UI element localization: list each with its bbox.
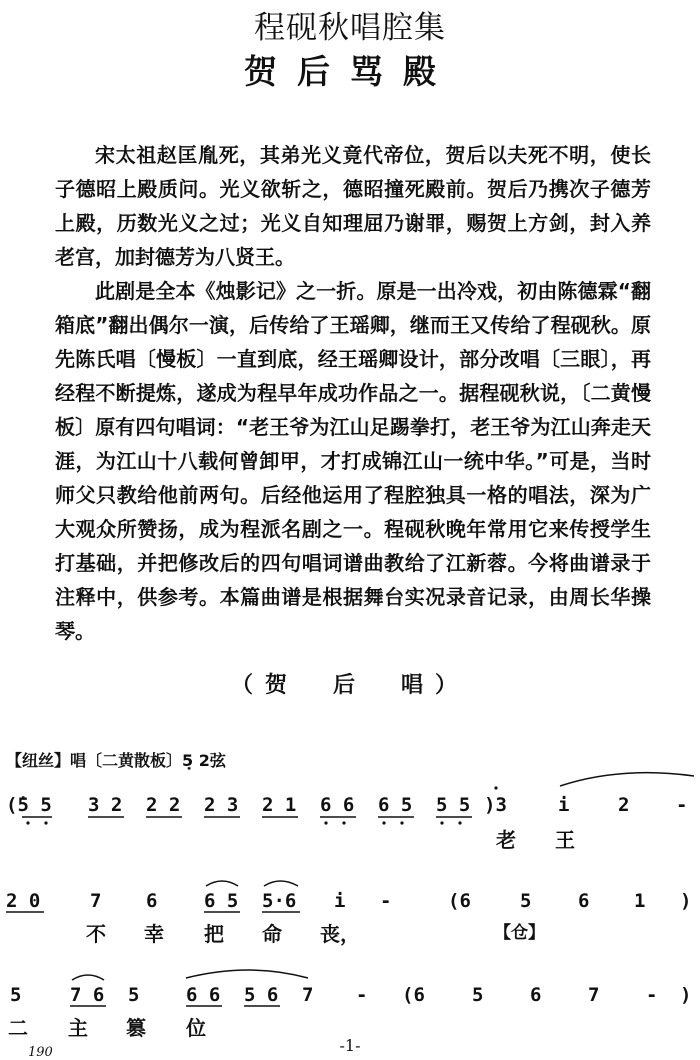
row1-note: 6 5 (378, 794, 413, 816)
row2-note: 6 (146, 890, 158, 912)
row3-note: 7 (588, 984, 600, 1006)
row3-note: ) (680, 984, 692, 1006)
slur-arc (186, 970, 308, 978)
intro-text-1: 宋太祖赵匡胤死，其弟光义竟代帝位，贺后以夫死不明，使长子德昭上殿质问。光义欲斩之，德昭撞死殿前。贺后乃携次子德芳上殿，历数光义之过；光义自知理屈乃谢罪，赐贺上方剑，封入养老宫，加封德芳为八贤王。 (55, 143, 651, 269)
row3-note: 7 6 (70, 984, 105, 1006)
intro-text-2: 此剧是全本《烛影记》之一折。原是一出冷戏，初由陈德霖“翻箱底”翻出偶尔一演，后传给了王瑶卿，继而王又传给了程砚秋。原先陈氏唱〔慢板〕一直到底，经王瑶卿设计，部分改唱〔三眼〕，再经程不断提炼，遂成为程早年成功作品之一。据程砚秋说，〔二黄慢板〕原有四句唱词：“老王爷为江山足踢拳打，老王爷为江山奔走天涯，为江山十八载何曾卸甲，才打成锦江山一统中华。”可是，当时师父只教给他前两句。后经他运用了程腔独具一格的唱法，深为广大观众所赞扬，成为程派名剧之一。程砚秋晚年常用它来传授学生打基础，并把修改后的四句唱词谱曲教给了江新蓉。今将曲谱录于注释中，供参考。本篇曲谱是根据舞台实况录音记录，由周长华操琴。 (55, 279, 651, 643)
row3-note: 5 (128, 984, 140, 1006)
row3-note: 7 (302, 984, 314, 1006)
row2-lyric: 把 (204, 922, 224, 946)
percussion-mark: 【仓】 (494, 923, 545, 943)
row2-note: 1 (634, 890, 646, 912)
row3-lyric: 位 (186, 1016, 206, 1040)
row3-note: 6 6 (186, 984, 221, 1006)
book-title: 程砚秋唱腔集 (254, 10, 446, 46)
row2-lyric: 命 (262, 922, 282, 946)
row3-note: 5 (10, 984, 22, 1006)
slur-arc (264, 881, 298, 886)
row2-note: 7 (90, 890, 102, 912)
row3-note: 5 6 (244, 984, 279, 1006)
row1-note: i (558, 794, 570, 816)
row2-note: ) (680, 890, 692, 912)
row1-note: (̇5 5 (6, 794, 52, 816)
row1-note: 2 (618, 794, 630, 816)
corner-mark: 190 (28, 1045, 53, 1060)
row2-lyric: 不 (86, 922, 106, 946)
row2-note: i (334, 890, 346, 912)
row2-lyric: 丧， (320, 922, 360, 946)
row2-note: 5 (520, 890, 532, 912)
slur-arc (206, 881, 238, 886)
row1-lyric: 老 (496, 828, 516, 852)
row3-note: 6 (530, 984, 542, 1006)
row3-note: - (646, 984, 658, 1006)
row2-note: 5·6 (262, 890, 297, 912)
slur-arc (72, 975, 104, 980)
row1-note: 5 5 (436, 794, 471, 816)
page-number: -1- (339, 1036, 361, 1055)
row2-note: 6 (578, 890, 590, 912)
row2-lyric: 幸 (144, 922, 164, 946)
row3-note: - (356, 984, 368, 1006)
slur-arc (560, 773, 694, 786)
row1-note: - (676, 794, 688, 816)
row1-note: )3 (484, 794, 507, 816)
piece-title: 贺后骂殿 (244, 52, 456, 91)
row2-note: - (380, 890, 392, 912)
row3-lyric: 篡 (126, 1016, 146, 1040)
row1-note: 2 2 (146, 794, 181, 816)
row1-note: 2 3 (204, 794, 239, 816)
row1-lyric: 王 (555, 828, 575, 852)
row3-lyric: 二 (8, 1016, 28, 1040)
row1-note: 3 2 (88, 794, 123, 816)
row1-note: 6 6 (320, 794, 355, 816)
row2-note: 2 0 (6, 890, 41, 912)
row2-note: 6 5 (204, 890, 239, 912)
row1-note: 2 1 (262, 794, 297, 816)
row3-note: (6 (402, 984, 425, 1006)
row3-note: 5 (472, 984, 484, 1006)
score-header: 【纽丝】唱〔二黄散板〕5̣ 2弦 (6, 751, 226, 770)
singer-label: （贺 后 唱） (230, 673, 469, 698)
row3-lyric: 主 (68, 1016, 88, 1040)
row2-note: (6 (448, 890, 471, 912)
